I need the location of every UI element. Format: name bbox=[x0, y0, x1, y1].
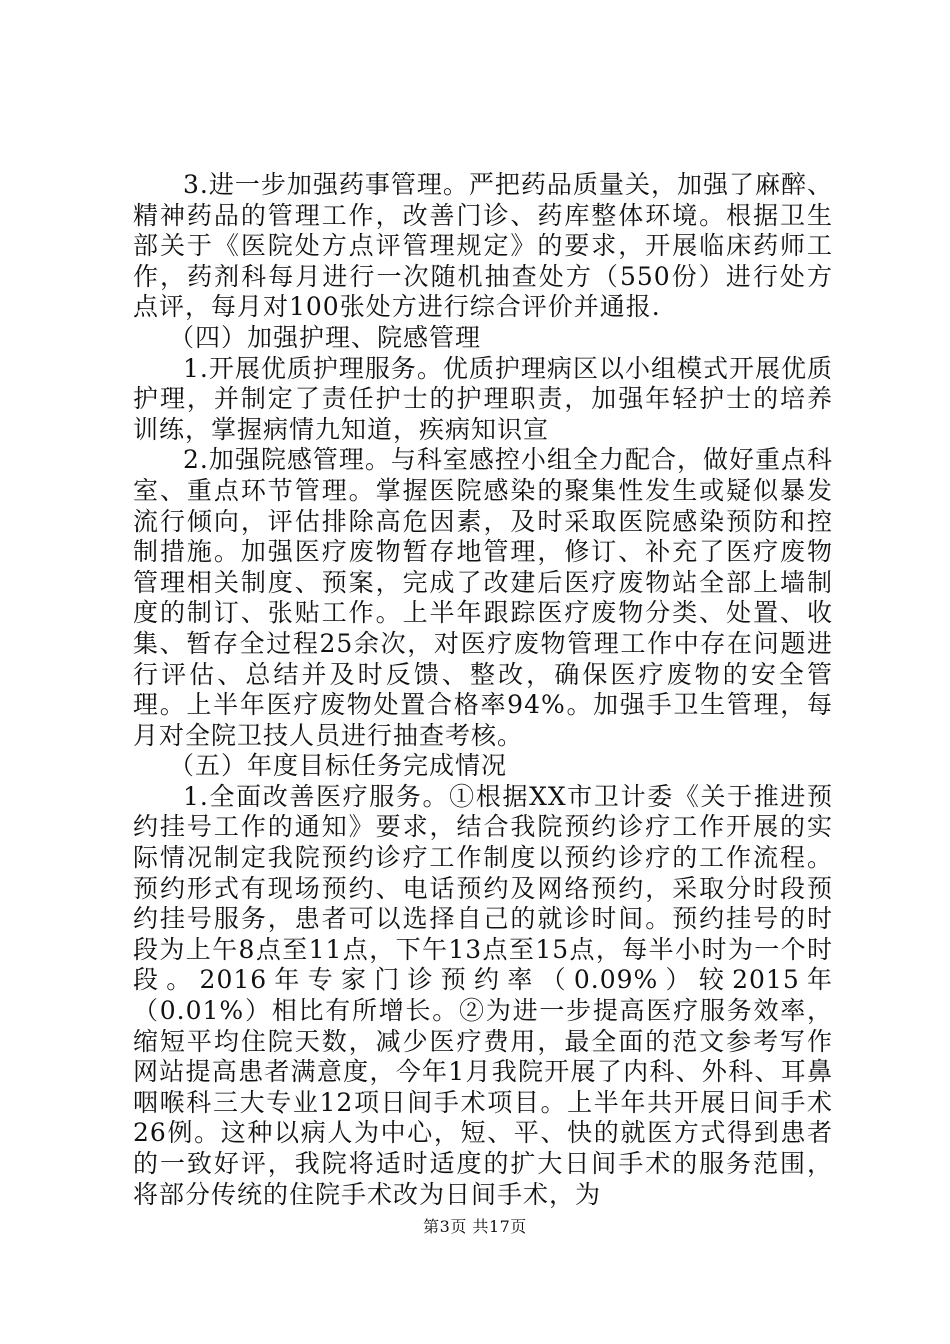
paragraph-infection-control: 2.加强院感管理。与科室感控小组全力配合，做好重点科室、重点环节管理。掌握医院感染的聚集性发生或疑似暴发流行倾向，评估排除高危因素，及时采取医院感染预防和控制措施。加强医疗废物暂存地管理，修订、补充了医疗废物管理相关制度、预案，完成了改建后医疗废物站全部上墙制度的制订、张贴工作。上半年跟踪医疗废物分类、处置、收集、暂存全过程25余次，对医疗废物管理工作中存在问题进行评估、总结并及时反馈、整改，确保医疗废物的安全管理。上半年医疗废物处置合格率94%。加强手卫生管理，每月对全院卫技人员进行抽查考核。 bbox=[133, 445, 833, 750]
section-heading-nursing: （四）加强护理、院感管理 bbox=[169, 322, 482, 352]
document-body bbox=[133, 170, 833, 1210]
paragraph-medical-service: 1.全面改善医疗服务。①根据XX市卫计委《关于推进预约挂号工作的通知》要求，结合我院预约诊疗工作开展的实际情况制定我院预约诊疗工作制度以预约诊疗的工作流程。预约形式有现场预约、电话预约及网络预约，采取分时段预约挂号服务，患者可以选择自己的就诊时间。预约挂号的时段为上午8点至11点，下午13点至15点，每半小时为一个时段。2016年专家门诊预约率（0.09%）较2015年（0.01%）相比有所增长。②为进一步提高医疗服务效率，缩短平均住院天数，减少医疗费用，最全面的范文参考写作网站提高患者满意度，今年1月我院开展了内科、外科、耳鼻咽喉科三大专业12项日间手术项目。上半年共开展日间手术26例。这种以病人为中心，短、平、快的就医方式得到患者的一致好评，我院将适时适度的扩大日间手术的服务范围，将部分传统的住院手术改为日间手术，为 bbox=[133, 781, 833, 1209]
paragraph-pharmacy: 3.进一步加强药事管理。严把药品质量关，加强了麻醉、精神药品的管理工作，改善门诊、药库整体环境。根据卫生部关于《医院处方点评管理规定》的要求，开展临床药师工作，药剂科每月进行一次随机抽查处方（550份）进行处方点评，每月对100张处方进行综合评价并通报. bbox=[133, 170, 833, 322]
paragraph-nursing-service: 1.开展优质护理服务。优质护理病区以小组模式开展优质护理，并制定了责任护士的护理职责，加强年轻护士的培养训练，掌握病情九知道，疾病知识宣 bbox=[133, 353, 833, 444]
page-footer: 第3页 共17页 bbox=[423, 1217, 527, 1236]
section-heading-annual-goals: （五）年度目标任务完成情况 bbox=[169, 751, 508, 781]
